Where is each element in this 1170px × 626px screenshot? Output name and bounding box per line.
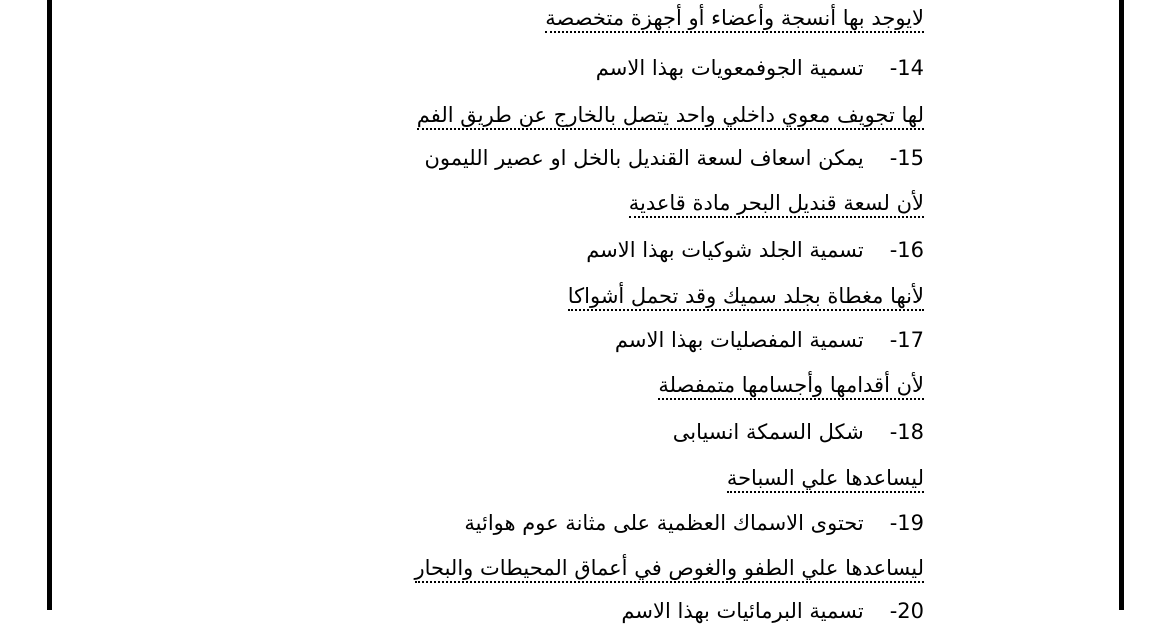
page-border-right: [1119, 0, 1124, 610]
question-line-20: [621, 596, 924, 626]
answer-text: لأنها مغطاة بجلد سميك وقد تحمل أشواكا: [568, 284, 924, 311]
question-line-14: [596, 53, 924, 83]
answer-text: لايوجد بها أنسجة وأعضاء أو أجهزة متخصصة: [545, 6, 924, 33]
answer-text: ليساعدها علي الطفو والغوص في أعماق المحيطات والبحار: [415, 556, 925, 583]
question-text: تحتوى الاسماك العظمية على مثانة عوم هوائية: [464, 511, 864, 535]
question-text: يمكن اسعاف لسعة القنديل بالخل او عصير الليمون: [424, 146, 864, 170]
question-text: تسمية الجوفمعويات بهذا الاسم: [595, 56, 864, 80]
question-line-15: [425, 143, 925, 173]
answer-line-13: [545, 3, 924, 33]
answer-text: لها تجويف معوي داخلي واحد يتصل بالخارج عن طريق الفم: [417, 103, 924, 130]
question-text: تسمية البرمائيات بهذا الاسم: [621, 599, 864, 623]
question-number: 18-: [889, 420, 924, 444]
answer-line-17: [658, 370, 924, 400]
question-line-18: [673, 417, 924, 447]
question-number: 15-: [889, 146, 924, 170]
answer-text: لأن لسعة قنديل البحر مادة قاعدية: [629, 191, 924, 218]
answer-line-18: [727, 463, 924, 493]
page-border-left: [47, 0, 52, 610]
answer-line-19: [415, 553, 925, 583]
question-number: 16-: [889, 238, 924, 262]
question-text: تسمية المفصليات بهذا الاسم: [614, 328, 864, 352]
question-text: شكل السمكة انسيابى: [672, 420, 864, 444]
question-number: 14-: [889, 56, 924, 80]
answer-line-14: [417, 100, 924, 130]
question-line-19: [464, 508, 924, 538]
answer-text: لأن أقدامها وأجسامها متمفصلة: [658, 373, 924, 400]
question-number: 20-: [889, 599, 924, 623]
answer-line-16: [568, 281, 924, 311]
answer-line-15: [629, 188, 924, 218]
question-text: تسمية الجلد شوكيات بهذا الاسم: [586, 238, 864, 262]
question-number: 17-: [889, 328, 924, 352]
answer-text: ليساعدها علي السباحة: [727, 466, 924, 493]
question-number: 19-: [889, 511, 924, 535]
question-line-17: [615, 325, 924, 355]
question-line-16: [586, 235, 924, 265]
